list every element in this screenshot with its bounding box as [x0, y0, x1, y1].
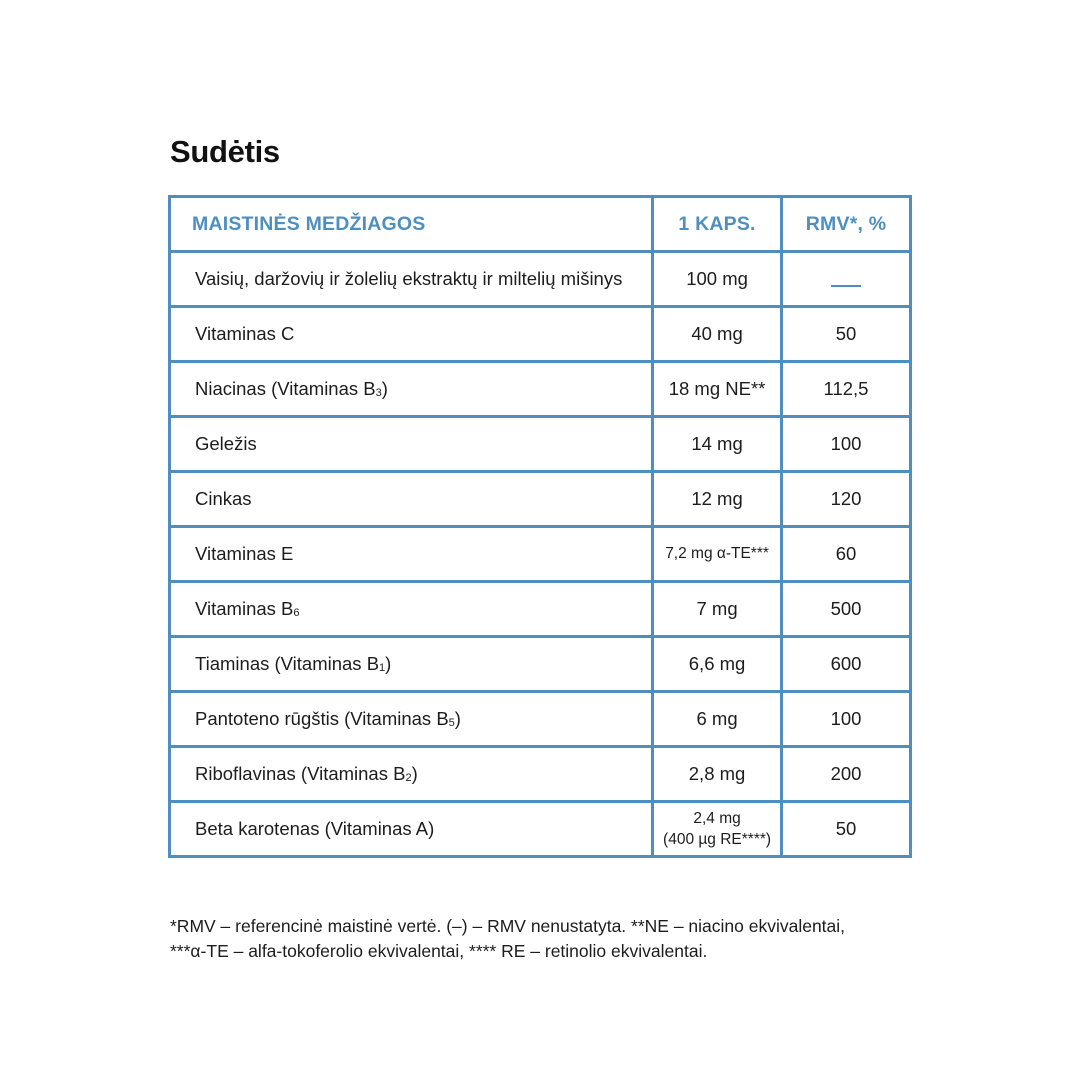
rmv-percent	[782, 417, 911, 472]
rmv-text: 100	[830, 708, 862, 729]
nutrient-name	[170, 362, 653, 417]
amount-per-capsule	[653, 417, 782, 472]
nutrient-name	[170, 692, 653, 747]
nutrient-subscript: 5	[448, 717, 455, 729]
header-rmv: RMV*, %	[782, 197, 911, 252]
amount-text: 100 mg	[686, 268, 748, 289]
nutrient-name	[170, 582, 653, 637]
nutrient-name-text: Vitaminas E	[195, 543, 294, 564]
rmv-percent	[782, 252, 911, 307]
header-per-capsule: 1 KAPS.	[653, 197, 782, 252]
amount-text: 14 mg	[691, 433, 743, 454]
table-row	[170, 527, 911, 582]
amount-line-1: 2,4 mg	[693, 810, 741, 827]
amount-text: 40 mg	[691, 323, 743, 344]
nutrient-name	[170, 637, 653, 692]
table-row	[170, 692, 911, 747]
amount-per-capsule	[653, 747, 782, 802]
table-row	[170, 417, 911, 472]
nutrient-name	[170, 472, 653, 527]
table-row	[170, 472, 911, 527]
amount-text: 7 mg	[696, 598, 738, 619]
amount-per-capsule	[653, 802, 782, 857]
rmv-text: 50	[835, 818, 857, 839]
table-row	[170, 582, 911, 637]
rmv-percent	[782, 747, 911, 802]
nutrient-name	[170, 747, 653, 802]
amount-per-capsule	[653, 362, 782, 417]
footnote-line-1: *RMV – referencinė maistinė vertė. (–) – RMV nenustatyta. **NE – niacino ekvivalentai,	[170, 916, 846, 936]
nutrient-name-text: Vitaminas C	[195, 323, 295, 344]
rmv-percent	[782, 692, 911, 747]
nutrient-name	[170, 527, 653, 582]
amount-per-capsule	[653, 307, 782, 362]
nutrient-name-text: Vaisių, daržovių ir žolelių ekstraktų ir miltelių mišinys	[195, 268, 623, 289]
amount-text: 2,8 mg	[688, 763, 746, 784]
amount-text: 18 mg NE**	[668, 378, 766, 399]
nutrient-subscript: 3	[375, 387, 382, 399]
amount-text: 6 mg	[696, 708, 738, 729]
amount-text: 6,6 mg	[688, 653, 746, 674]
nutrient-name	[170, 417, 653, 472]
amount-per-capsule	[653, 582, 782, 637]
nutrition-table	[168, 195, 912, 858]
not-set-dash	[831, 285, 861, 287]
rmv-percent	[782, 582, 911, 637]
rmv-text: 60	[835, 543, 857, 564]
page-title: Sudėtis	[170, 134, 280, 169]
nutrient-name-text: Pantoteno rūgštis (Vitaminas B	[195, 708, 449, 729]
nutrient-name-text: Tiaminas (Vitaminas B	[195, 653, 380, 674]
rmv-percent	[782, 307, 911, 362]
table-row	[170, 637, 911, 692]
rmv-percent	[782, 472, 911, 527]
rmv-percent	[782, 637, 911, 692]
footnote-line-2: ***α-TE – alfa-tokoferolio ekvivalentai, **** RE – retinolio ekvivalentai.	[170, 941, 708, 961]
nutrient-subscript: 2	[405, 772, 412, 784]
nutrient-name	[170, 802, 653, 857]
nutrient-subscript: 6	[293, 607, 300, 619]
table-header-row	[170, 197, 911, 252]
footnote	[170, 914, 930, 964]
rmv-percent	[782, 802, 911, 857]
nutrient-name-suffix: )	[381, 378, 388, 399]
rmv-text: 600	[830, 653, 862, 674]
table-row	[170, 802, 911, 857]
rmv-text: 500	[830, 598, 862, 619]
rmv-text: 120	[830, 488, 862, 509]
amount-per-capsule	[653, 692, 782, 747]
nutrient-name-text: Riboflavinas (Vitaminas B	[195, 763, 406, 784]
nutrient-name-text: Geležis	[195, 433, 257, 454]
amount-per-capsule	[653, 472, 782, 527]
amount-text: 12 mg	[691, 488, 743, 509]
amount-line-2: (400 µg RE****)	[663, 831, 772, 848]
table-row	[170, 747, 911, 802]
nutrient-name-text: Beta karotenas (Vitaminas A)	[195, 818, 435, 839]
rmv-text: 112,5	[823, 378, 869, 399]
rmv-text: 100	[830, 433, 862, 454]
nutrient-name-suffix: )	[411, 763, 418, 784]
nutrient-name-suffix: )	[454, 708, 461, 729]
rmv-text: 50	[835, 323, 857, 344]
nutrient-name	[170, 252, 653, 307]
amount-per-capsule	[653, 637, 782, 692]
nutrient-name-text: Cinkas	[195, 488, 252, 509]
nutrient-name-suffix: )	[385, 653, 392, 674]
table-row	[170, 252, 911, 307]
rmv-percent	[782, 527, 911, 582]
amount-text: 7,2 mg α-TE***	[665, 545, 769, 562]
nutrient-name-text: Niacinas (Vitaminas B	[195, 378, 376, 399]
table-row	[170, 362, 911, 417]
nutrient-subscript: 1	[379, 662, 386, 674]
rmv-percent	[782, 362, 911, 417]
amount-per-capsule	[653, 527, 782, 582]
nutrient-name-text: Vitaminas B	[195, 598, 294, 619]
nutrient-name	[170, 307, 653, 362]
header-nutrients: MAISTINĖS MEDŽIAGOS	[170, 197, 653, 252]
table-row	[170, 307, 911, 362]
rmv-text: 200	[830, 763, 862, 784]
amount-per-capsule	[653, 252, 782, 307]
